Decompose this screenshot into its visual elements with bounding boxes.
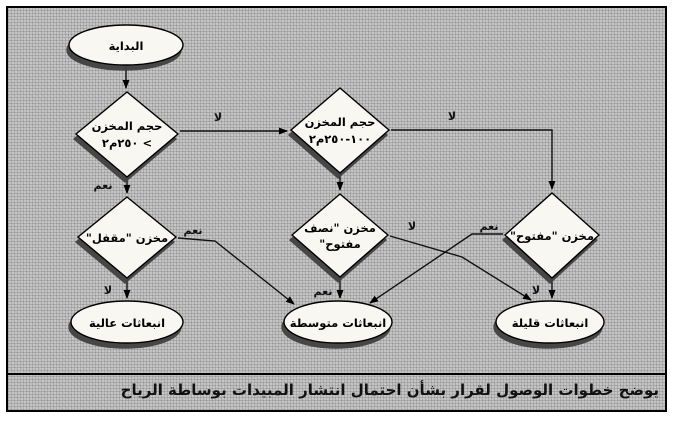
edge-label-no: لا	[103, 284, 113, 297]
node-size-100-250-line2: ١٠٠-٢٥٠م٢	[308, 132, 372, 146]
node-medium-emissions-label: انبعاثات متوسطة	[289, 316, 387, 330]
node-half-open	[292, 194, 388, 277]
edge-size-100-250-no	[391, 110, 552, 189]
edge-label-yes: نعم	[313, 285, 333, 298]
node-size-100-250-line1: حجم المخزن	[304, 115, 376, 129]
node-size-gt-250-line2: > ٢٥٠م٢	[101, 136, 153, 150]
edge-closed-yes	[178, 224, 294, 304]
edge-label-yes: نعم	[183, 224, 203, 237]
node-size-gt-250-line1: حجم المخزن	[91, 119, 163, 133]
node-low-emissions-label: انبعاثات قليلة	[511, 316, 589, 330]
edge-label-no: لا	[407, 220, 417, 233]
edge-half-open-yes	[314, 279, 340, 298]
node-open-label: مخزن "مفتوح"	[510, 229, 594, 243]
edge-open-no	[532, 280, 552, 298]
edge-size-gt-250-yes	[94, 178, 127, 193]
node-size-100-250	[291, 88, 389, 173]
node-start-label: البداية	[108, 39, 144, 53]
edge-open-yes	[370, 220, 503, 303]
node-half-open-line1: مخزن "نصف	[304, 221, 376, 235]
node-size-gt-250	[76, 92, 178, 177]
edge-label-yes: نعم	[93, 179, 113, 192]
node-high-emissions-label: انبعاثات عالية	[88, 316, 166, 330]
edge-size-gt-250-no	[180, 111, 287, 131]
figure-caption: يوضح خطوات الوصول لقرار بشأن احتمال انتشار المبيدات بوساطة الرياح	[120, 381, 659, 399]
edge-label-no: لا	[447, 110, 457, 123]
edge-label-no: لا	[213, 111, 223, 124]
edge-label-yes: نعم	[479, 220, 499, 233]
node-closed-label: مخزن "مقفل"	[85, 231, 169, 245]
edge-label-no: لا	[531, 284, 541, 297]
edge-closed-no	[104, 280, 127, 298]
node-half-open-line2: مفتوح"	[319, 237, 361, 251]
